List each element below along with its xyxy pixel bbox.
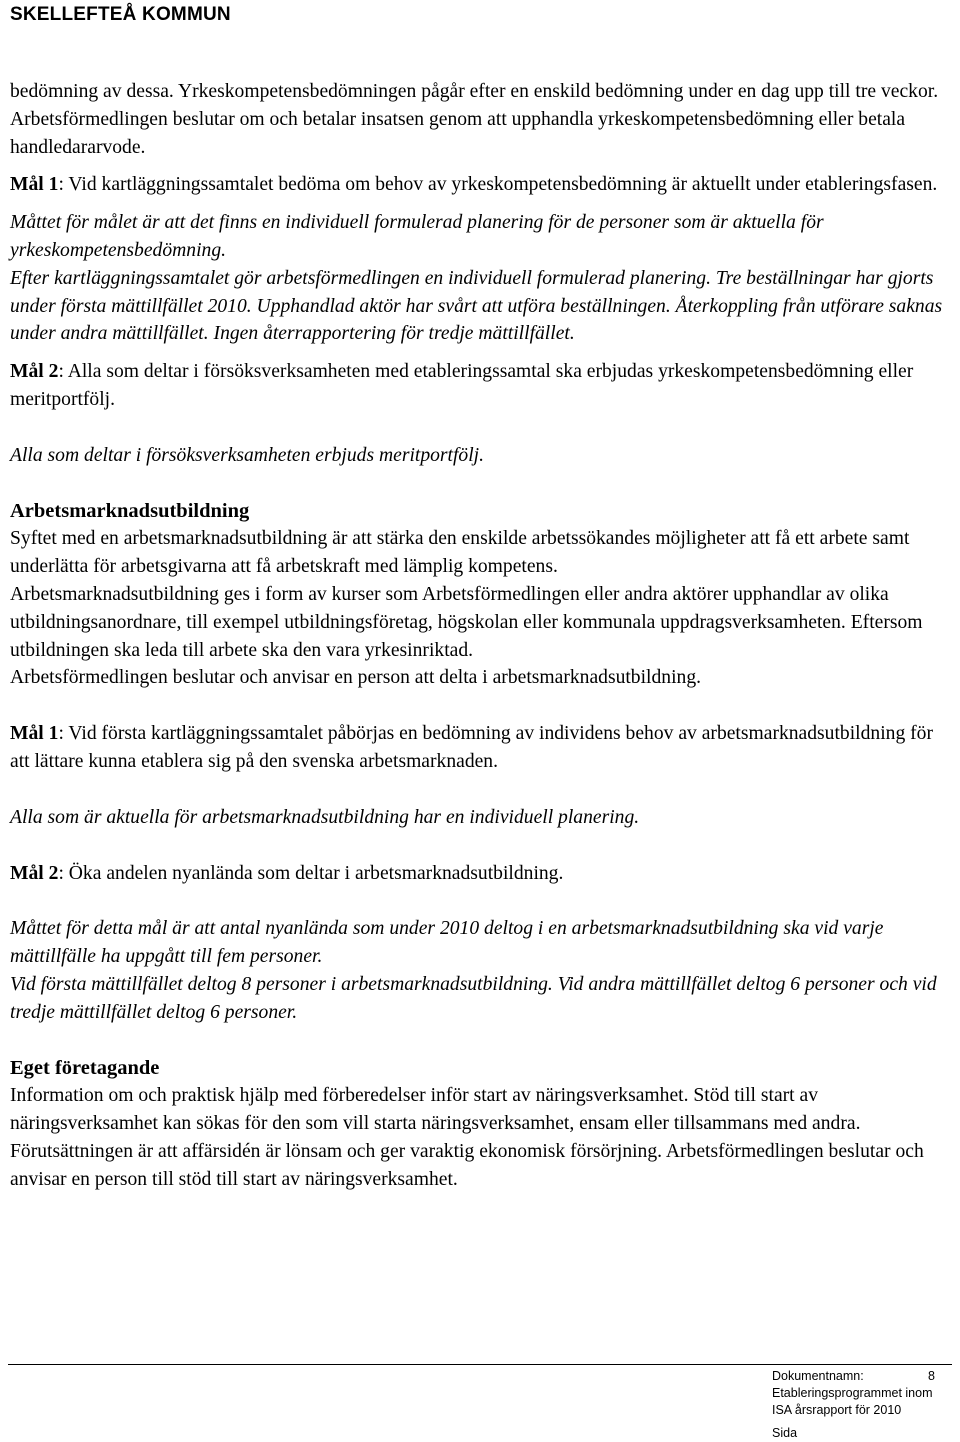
footer-document-name-line-2: ISA årsrapport för 2010 — [772, 1403, 902, 1417]
measure-paragraph: Alla som deltar i försöksverksamheten erbjuds meritportfölj. — [10, 444, 485, 466]
footer-document-name: Etableringsprogrammet inom — [772, 1386, 933, 1400]
document-footer — [772, 1368, 952, 1442]
paragraph: Arbetsmarknadsutbildning ges i form av kurser som Arbetsförmedlingen eller andra aktörer upphandlar av olika utbildningsanordnare, till exempel utbildningsföretag, högskolan eller kommunala uppdragsverksamheten. Eftersom utbildningen ska leda till arbete ska den vara yrkesinriktad. — [10, 583, 923, 661]
measure-paragraph: Måttet för målet är att det finns en individuell formulerad planering för de personer som är aktuella för yrkeskompetensbedömning. — [10, 212, 824, 261]
measure-paragraph: Alla som är aktuella för arbetsmarknadsutbildning har en individuell planering. — [10, 806, 640, 828]
goal-2-yrkeskompetens — [10, 358, 950, 414]
measure-result-paragraph: Vid första mättillfället deltog 8 personer i arbetsmarknadsutbildning. Vid andra mättillfället deltog 6 personer och vid tredje mättillfället deltog 6 personer. — [10, 973, 937, 1023]
measure-result-paragraph: Efter kartläggningssamtalet gör arbetsförmedlingen en individuell formulerad planering. Tre beställningar har gjorts under första mättillfället 2010. Upphandlad aktör har svårt att utföra beställningen. Återkoppling från utförare saknas under andra mättillfället. Ingen återrapportering för tredje mättillfället. — [10, 267, 943, 345]
paragraph: Arbetsförmedlingen beslutar och anvisar en person att delta i arbetsmarknadsutbildning. — [10, 667, 702, 689]
footer-divider — [8, 1364, 952, 1365]
section-heading-eget-foretagande: Eget företagande — [10, 1056, 160, 1079]
footer-page-label: Sida — [772, 1426, 798, 1440]
goal-text: : Vid kartläggningssamtalet bedöma om behov av yrkeskompetensbedömning är aktuellt under etableringsfasen. — [58, 174, 938, 196]
goal-1-yrkeskompetens — [10, 171, 950, 199]
goal-label: Mål 2 — [10, 361, 59, 383]
footer-document-label: Dokumentnamn: — [772, 1369, 864, 1383]
section-heading-arbetsmarknadsutbildning: Arbetsmarknadsutbildning — [10, 499, 250, 522]
goal-label: Mål 1 — [10, 723, 59, 745]
organization-header: SKELLEFTEÅ KOMMUN — [10, 4, 231, 25]
paragraph: bedömning av dessa. Yrkeskompetensbedömningen pågår efter en enskild bedömning under en dag upp till tre veckor. Arbetsförmedlingen beslutar om och betalar insatsen genom att upphandla yrkeskompetensbedömning eller betala handledararvode. — [10, 81, 939, 158]
paragraph: Information om och praktisk hjälp med förberedelser inför start av näringsverksamhet. Stöd till start av näringsverksamhet kan sökas för den som vill starta näringsverksamhet, ensam eller tillsammans med andra. Förutsättningen är att affärsidén är lönsam och ger varaktig ekonomisk försörjning. Arbetsförmedlingen beslutar och anvisar en person till stöd till start av näringsverksamhet. — [10, 1085, 924, 1190]
goal-label: Mål 1 — [10, 174, 59, 196]
goal-label: Mål 2 — [10, 862, 59, 884]
document-body — [10, 78, 950, 1194]
goal-text: : Vid första kartläggningssamtalet påbörjas en bedömning av individens behov av arbetsmarknadsutbildning för att lättare kunna etablera sig på den svenska arbetsmarknaden. — [10, 723, 933, 772]
page-number: 8 — [928, 1369, 935, 1383]
goal-2-arbetsmarknadsutbildning — [10, 860, 950, 888]
goal-text: : Öka andelen nyanlända som deltar i arbetsmarknadsutbildning. — [58, 862, 564, 884]
goal-text: : Alla som deltar i försöksverksamheten med etableringssamtal ska erbjudas yrkeskompetensbedömning eller meritportfölj. — [10, 361, 914, 410]
goal-1-arbetsmarknadsutbildning — [10, 720, 950, 776]
measure-paragraph: Måttet för detta mål är att antal nyanlända som under 2010 deltog i en arbetsmarknadsutbildning ska vid varje mättillfälle ha uppgått till fem personer. — [10, 918, 884, 968]
paragraph: Syftet med en arbetsmarknadsutbildning är att stärka den enskilde arbetssökandes möjligheter att få ett arbete samt underlätta för arbetsgivarna att få arbetskraft med lämplig kompetens. — [10, 528, 910, 578]
